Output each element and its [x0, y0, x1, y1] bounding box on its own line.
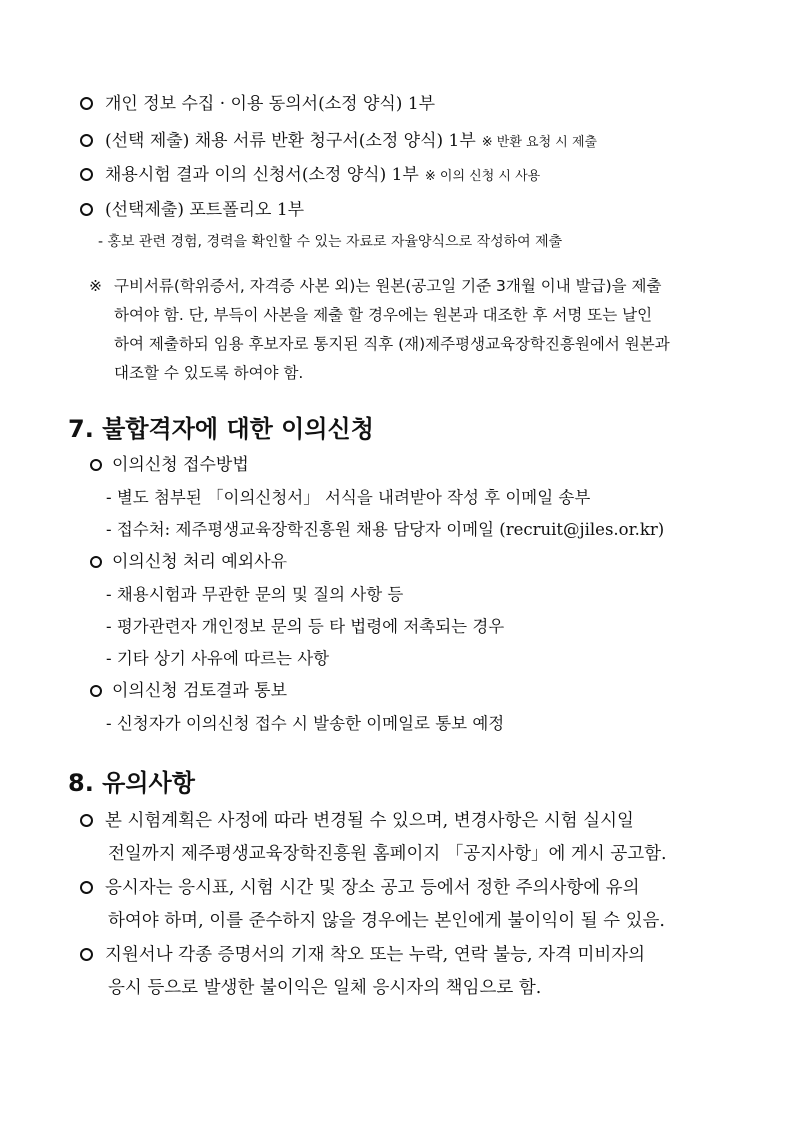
group-title — [90, 453, 249, 477]
circle-bullet-icon — [90, 685, 102, 697]
circle-bullet-icon — [80, 134, 93, 147]
list-item: - 기타 상기 사유에 따르는 사항 — [106, 649, 330, 668]
list-item-note: ※ 반환 요청 시 제출 — [481, 135, 598, 150]
list-item — [80, 198, 304, 222]
list-item-text: 채용시험 결과 이의 신청서(소정 양식) 1부 — [105, 165, 419, 185]
section-8-title: 8. 유의사항 — [68, 769, 195, 797]
notice-mark: ※ — [89, 277, 102, 295]
group-title-text: 이의신청 처리 예외사유 — [112, 552, 288, 572]
list-item: - 접수처: 제주평생교육장학진흥원 채용 담당자 이메일 (recruit@jiles.or.kr) — [106, 520, 665, 539]
list-item-text: 개인 정보 수집 · 이용 동의서(소정 양식) 1부 — [105, 94, 436, 114]
list-item: - 별도 첨부된 「이의신청서」 서식을 내려받아 작성 후 이메일 송부 — [106, 488, 591, 507]
list-item — [80, 163, 540, 189]
list-item-text: (선택제출) 포트폴리오 1부 — [105, 200, 305, 220]
list-item-continuation: 하여야 하며, 이를 준수하지 않을 경우에는 본인에게 불이익이 될 수 있음. — [108, 911, 665, 931]
circle-bullet-icon — [80, 881, 93, 894]
list-item — [80, 809, 634, 833]
circle-bullet-icon — [90, 556, 102, 568]
group-title — [90, 550, 287, 574]
notice-line: 대조할 수 있도록 하여야 함. — [114, 364, 304, 382]
circle-bullet-icon — [90, 459, 102, 471]
notice-line: 하여야 함. 단, 부득이 사본을 제출 할 경우에는 원본과 대조한 후 서명 또는 날인 — [114, 306, 653, 324]
list-item-subtext: - 홍보 관련 경험, 경력을 확인할 수 있는 자료로 자율양식으로 작성하여 제출 — [98, 234, 563, 250]
group-title-text: 이의신청 검토결과 통보 — [112, 681, 288, 701]
circle-bullet-icon — [80, 814, 93, 827]
section-7-title: 7. 불합격자에 대한 이의신청 — [68, 415, 374, 443]
list-item: - 평가관련자 개인정보 문의 등 타 법령에 저촉되는 경우 — [106, 617, 505, 636]
list-item: - 채용시험과 무관한 문의 및 질의 사항 등 — [106, 585, 404, 604]
circle-bullet-icon — [80, 97, 93, 110]
list-item-text: 지원서나 각종 증명서의 기재 착오 또는 누락, 연락 불능, 자격 미비자의 — [105, 945, 646, 965]
list-item — [80, 92, 435, 116]
list-item-note: ※ 이의 신청 시 사용 — [424, 169, 541, 184]
list-item — [80, 876, 640, 900]
list-item-text: 본 시험계획은 사정에 따라 변경될 수 있으며, 변경사항은 시험 실시일 — [105, 811, 634, 831]
list-item-text: (선택 제출) 채용 서류 반환 청구서(소정 양식) 1부 — [105, 131, 476, 151]
circle-bullet-icon — [80, 168, 93, 181]
list-item: - 신청자가 이의신청 접수 시 발송한 이메일로 통보 예정 — [106, 714, 505, 733]
notice-line: 구비서류(학위증서, 자격증 사본 외)는 원본(공고일 기준 3개월 이내 발급)을 제출 — [114, 277, 662, 295]
notice-line: 하여 제출하되 임용 후보자로 통지된 직후 (재)제주평생교육장학진흥원에서 원본과 — [114, 335, 670, 353]
list-item-continuation: 응시 등으로 발생한 불이익은 일체 응시자의 책임으로 함. — [108, 978, 542, 998]
group-title — [90, 679, 287, 703]
list-item-continuation: 전일까지 제주평생교육장학진흥원 홈페이지 「공지사항」에 게시 공고함. — [108, 844, 667, 864]
list-item — [80, 129, 597, 155]
list-item — [80, 943, 645, 967]
circle-bullet-icon — [80, 203, 93, 216]
list-item-text: 응시자는 응시표, 시험 시간 및 장소 공고 등에서 정한 주의사항에 유의 — [105, 878, 640, 898]
group-title-text: 이의신청 접수방법 — [112, 455, 249, 475]
circle-bullet-icon — [80, 948, 93, 961]
